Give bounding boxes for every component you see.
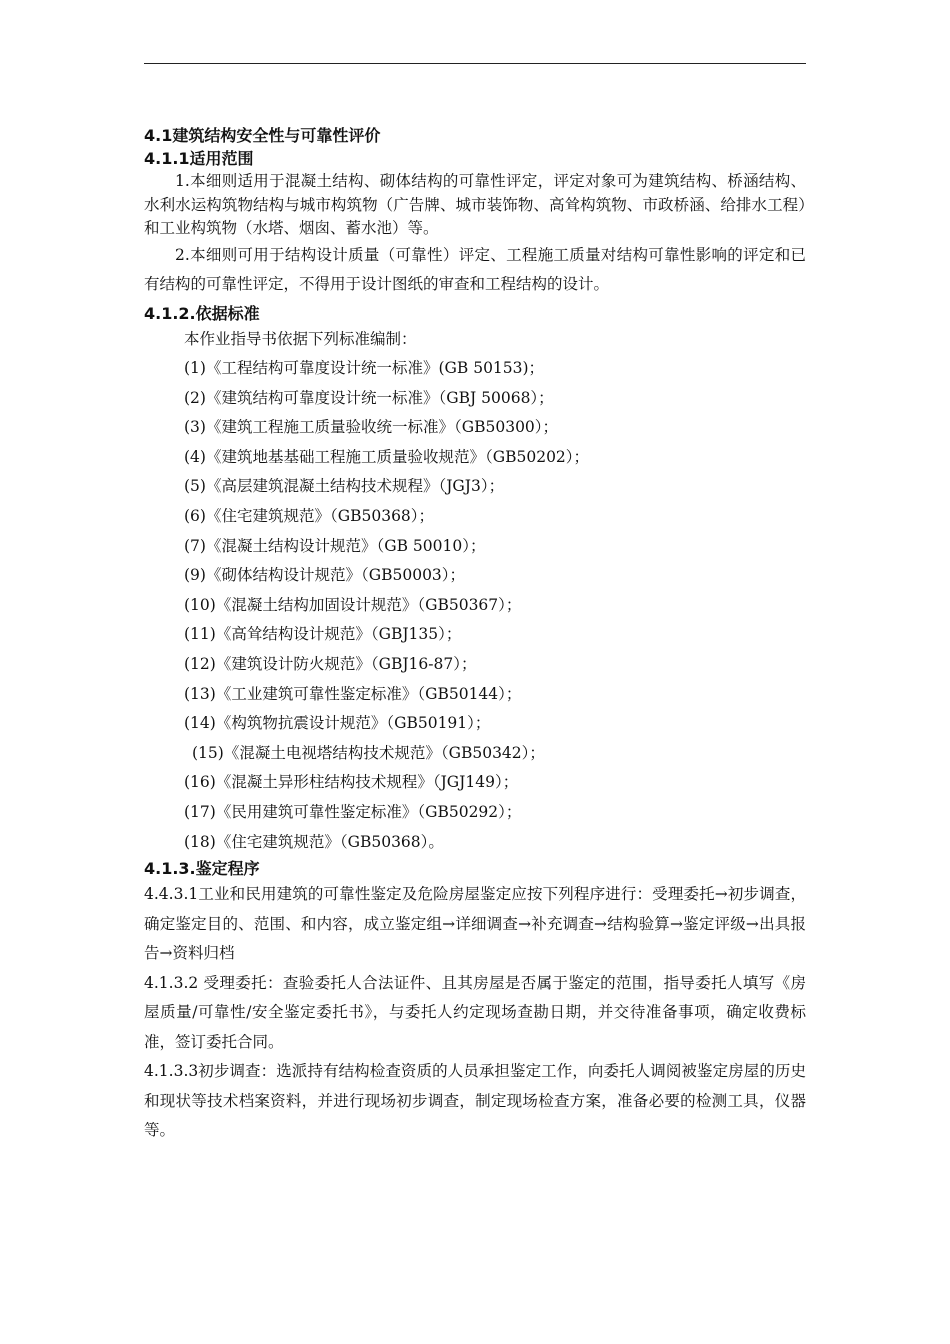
list-item: (15)《混凝土电视塔结构技术规范》（GB50342）； xyxy=(192,743,545,762)
list-item: (1)《工程结构可靠度设计统一标准》(GB 50153)； xyxy=(184,359,545,378)
scope-paragraph-1: 1.本细则适用于混凝土结构、砌体结构的可靠性评定，评定对象可为建筑结构、桥涵结构、水利水运构筑物结构与城市构筑物（广告牌、城市装饰物、高耸构筑物、市政桥涵、给排水工程）和工业构筑物（水塔、烟囱、蓄水池）等。 xyxy=(144,172,806,237)
scope-paragraph-2: 2.本细则可用于结构设计质量（可靠性）评定、工程施工质量对结构可靠性影响的评定和已有结构的可靠性评定，不得用于设计图纸的审查和工程结构的设计。 xyxy=(144,245,806,293)
header-rule xyxy=(144,63,806,64)
standards-intro: 本作业指导书依据下列标准编制： xyxy=(184,329,417,348)
list-item: (16)《混凝土异形柱结构技术规程》（JGJ149）； xyxy=(184,773,519,792)
section-4-1-3-heading: 4.1.3.鉴定程序 xyxy=(144,859,260,879)
list-item: (11)《高耸结构设计规范》（GBJ135）； xyxy=(184,625,462,644)
list-item: (10)《混凝土结构加固设计规范》（GB50367）； xyxy=(184,595,522,614)
list-item: (12)《建筑设计防火规范》（GBJ16-87）； xyxy=(184,655,477,674)
list-item: (4)《建筑地基基础工程施工质量验收规范》（GB50202）； xyxy=(184,447,590,466)
section-4-1-2-heading: 4.1.2.依据标准 xyxy=(144,303,260,323)
list-item: (3)《建筑工程施工质量验收统一标准》（GB50300）； xyxy=(184,418,559,437)
document-body xyxy=(144,124,806,1146)
list-item: (17)《民用建筑可靠性鉴定标准》（GB50292）； xyxy=(184,803,522,821)
list-item: (18)《住宅建筑规范》（GB50368）。 xyxy=(184,832,444,851)
section-4-1-1-heading: 4.1.1适用范围 xyxy=(144,149,254,168)
list-item: (7)《混凝土结构设计规范》（GB 50010）； xyxy=(184,536,486,555)
procedure-paragraph-1: 4.4.3.1工业和民用建筑的可靠性鉴定及危险房屋鉴定应按下列程序进行：受理委托→初步调查，确定鉴定目的、范围、和内容，成立鉴定组→详细调查→补充调查→结构验算→鉴定评级→出具报告→资料归档 xyxy=(144,885,806,963)
list-item: (13)《工业建筑可靠性鉴定标准》（GB50144）； xyxy=(184,684,522,703)
procedure-paragraph-3: 4.1.3.3初步调查：选派持有结构检查资质的人员承担鉴定工作，向委托人调阅被鉴定房屋的历史和现状等技术档案资料，并进行现场初步调查，制定现场检查方案，准备必要的检测工具，仪器等。 xyxy=(144,1062,806,1140)
list-item: (2)《建筑结构可靠度设计统一标准》（GBJ 50068）； xyxy=(184,388,554,407)
procedure-paragraph-2: 4.1.3.2 受理委托：查验委托人合法证件、且其房屋是否属于鉴定的范围，指导委托人填写《房屋质量/可靠性/安全鉴定委托书》，与委托人约定现场查勘日期，并交待准备事项，确定收费标准，签订委托合同。 xyxy=(144,973,806,1051)
list-item: (14)《构筑物抗震设计规范》（GB50191）； xyxy=(184,714,491,733)
section-4-1-heading: 4.1建筑结构安全性与可靠性评价 xyxy=(144,126,381,145)
standards-list xyxy=(144,354,806,857)
list-item: (5)《高层建筑混凝土结构技术规程》（JGJ3）； xyxy=(184,477,505,496)
list-item: (6)《住宅建筑规范》（GB50368）； xyxy=(184,507,435,526)
list-item: (9)《砌体结构设计规范》（GB50003）； xyxy=(184,566,466,585)
